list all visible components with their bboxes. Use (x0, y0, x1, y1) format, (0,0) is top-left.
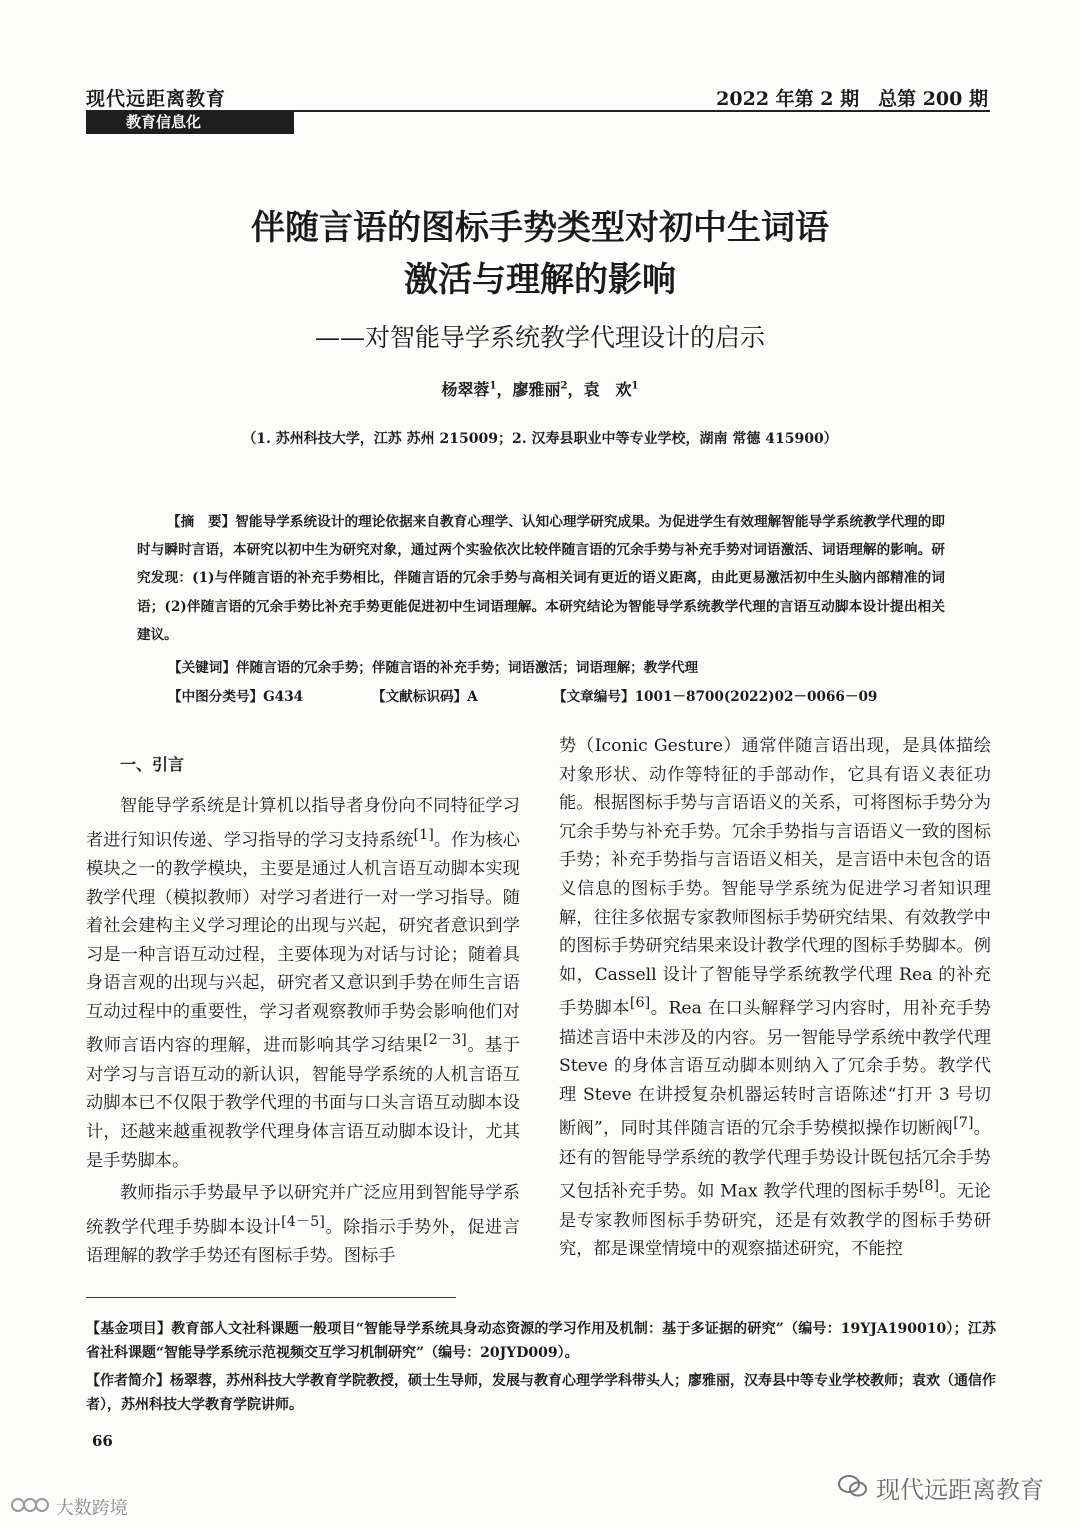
author-affiliation-mark: 1 (489, 380, 497, 392)
body-paragraph (86, 1179, 520, 1271)
keywords (168, 656, 698, 676)
wechat-watermark-text: 现代远距离教育 (876, 1476, 1044, 1504)
title-line-2: 激活与理解的影响 (404, 260, 676, 300)
author-list: 杨翠蓉$^1$，廖雅丽$^2$，袁 欢$^1$ (441, 380, 639, 399)
author-bio-label: 【作者简介】 (86, 1373, 170, 1389)
body-text: 。还有的智能导学系统的教学代理手势设计既包括冗余手势又包括补充手势。如 Max 教学代理的图标手势 (559, 1119, 991, 1203)
citation: [6] (629, 995, 651, 1012)
corner-watermark (10, 1494, 128, 1520)
title-line-1: 伴随言语的图标手势类型对初中生词语 (251, 208, 829, 248)
abstract (137, 508, 945, 649)
right-column (559, 732, 991, 1264)
page-number: 66 (92, 1432, 113, 1450)
article-number (553, 685, 877, 705)
article-no-value: 1001－8700(2022)02－0066－09 (634, 689, 878, 705)
column-tag: 教育信息化 (86, 111, 294, 134)
citation: [8] (918, 1178, 940, 1195)
author-name: 廖雅丽 (512, 380, 561, 399)
body-text: 势（Iconic Gesture）通常伴随言语出现，是具体描绘对象形状、动作等特征的手部动作，它具有语义表征功能。根据图标手势与言语语义的关系，可将图标手势分为冗余手势与补充手势。冗余手势指与言语语义一致的图标手势；补充手势指与言语语义相关，是言语中未包含的语义信息的图标手势。智能导学系统为促进学习者知识理解，往往多依据专家教师图标手势研究结果、有效教学中的图标手势研究结果来设计教学代理的图标手势脚本。例如，Cassell 设计了智能导学系统教学代理 Rea 的补充手势脚本 (559, 736, 991, 1020)
abstract-label: 【摘 要】 (167, 514, 236, 530)
body-text: 。Rea 在口头解释学习内容时，用补充手势描述言语中未涉及的内容。另一智能导学系统中教学代理 Steve 的身体言语互动脚本则纳入了冗余手势。教学代理 Steve 在讲授复杂机器运转时言语陈述“打开 3 号切断阀”，同时其伴随言语的冗余手势模拟操作切断阀 (559, 999, 991, 1140)
section-title: 一、引言 (120, 755, 185, 774)
abstract-text: 智能导学系统设计的理论依据来自教育心理学、认知心理学研究成果。为促进学生有效理解智能导学系统教学代理的即时与瞬时言语，本研究以初中生为研究对象，通过两个实验依次比较伴随言语的冗余手势与补充手势对词语激活、词语理解的影响。研究发现：(1)与伴随言语的补充手势相比，伴随言语的冗余手势与高相关词有更近的语义距离，由此更易激活初中生头脑内部精准的词语；(2)伴随言语的冗余手势比补充手势更能促进初中生词语理解。本研究结论为智能导学系统教学代理的言语互动脚本设计提出相关建议。 (137, 514, 946, 643)
doc-code-value: A (467, 689, 478, 705)
body-text: 。除指示手势外，促进言语理解的教学手势还有图标手势。图标手 (86, 1217, 520, 1267)
wechat-icon (838, 1474, 868, 1504)
fund-label: 【基金项目】 (86, 1321, 172, 1337)
body-text: 智能导学系统是计算机以指导者身份向不同特征学习者进行知识传递、学习指导的学习支持系统 (86, 796, 520, 851)
corner-watermark-text: 大数跨境 (55, 1498, 128, 1519)
clc-value: G434 (263, 689, 304, 705)
body-text: 教师指示手势最早予以研究并广泛应用到智能导学系统教学代理手势脚本设计 (86, 1183, 520, 1238)
citation: [2－3] (423, 1032, 467, 1049)
wechat-watermark (838, 1470, 1044, 1505)
brand-logo-icon (10, 1496, 50, 1519)
author-affiliation-mark: 1 (631, 380, 639, 392)
affiliation: （1. 苏州科技大学，江苏 苏州 215009；2. 汉寿县职业中等专业学校，湖南 常德 415900） (242, 431, 838, 447)
citation: [7] (953, 1115, 974, 1132)
body-text: 。作为核心模块之一的教学模块，主要是通过人机言语互动脚本实现教学代理（模拟教师）对学习者进行一对一学习指导。随着社会建构主义学习理论的出现与兴起，研究者意识到学习是一种言语互动过程，主要体现为对话与讨论；随着具身语言观的出现与兴起，研究者又意识到手势在师生言语互动过程中的重要性，学习者观察教师手势会影响他们对教师言语内容的理解，进而影响其学习结果 (86, 830, 520, 1057)
citation: [4－5] (281, 1213, 325, 1230)
clc-number (168, 685, 303, 705)
keywords-text: 伴随言语的冗余手势；伴随言语的补充手势；词语激活；词语理解；教学代理 (235, 660, 699, 676)
author-bio-text: 杨翠蓉，苏州科技大学教育学院教授，硕士生导师，发展与教育心理学学科带头人；廖雅丽，汉寿县中等专业学校教师；袁欢（通信作者），苏州科技大学教育学院讲师。 (86, 1373, 996, 1413)
article-no-label: 【文章编号】 (553, 689, 635, 705)
author-bio-footnote (86, 1370, 996, 1417)
body-text: 。无论是专家教师图标手势研究，还是有效教学的图标手势研究，都是课堂情境中的观察描述研究，不能控 (559, 1182, 991, 1260)
body-paragraph (559, 732, 991, 1264)
fund-footnote (86, 1318, 996, 1365)
clc-label: 【中图分类号】 (168, 689, 264, 705)
doc-code-label: 【文献标识码】 (372, 689, 468, 705)
author-affiliation-mark: 2 (560, 380, 568, 392)
footnote-rule (86, 1297, 456, 1298)
author-name: 杨翠蓉 (441, 380, 490, 399)
fund-text: 教育部人文社科课题一般项目“智能导学系统具身动态资源的学习作用及机制：基于多证据的研究”（编号：19YJA190010）；江苏省社科课题“智能导学系统示范视频交互学习机制研究”（编号：20JYD009）。 (86, 1321, 997, 1361)
left-column (86, 792, 520, 1271)
keywords-label: 【关键词】 (168, 660, 236, 676)
document-code (372, 685, 478, 705)
author-name: 袁 欢 (583, 380, 632, 399)
body-paragraph (86, 792, 520, 1175)
journal-name: 现代远距离教育 (86, 88, 227, 110)
issue-info: 2022 年第 2 期 总第 200 期 (716, 88, 988, 110)
subtitle: ——对智能导学系统教学代理设计的启示 (314, 323, 765, 352)
body-text: 。基于对学习与言语互动的新认识，智能导学系统的人机言语互动脚本已不仅限于教学代理的书面与口头言语互动脚本设计，还越来越重视教学代理身体言语互动脚本设计，尤其是手势脚本。 (86, 1036, 520, 1171)
citation: [1] (413, 826, 434, 843)
